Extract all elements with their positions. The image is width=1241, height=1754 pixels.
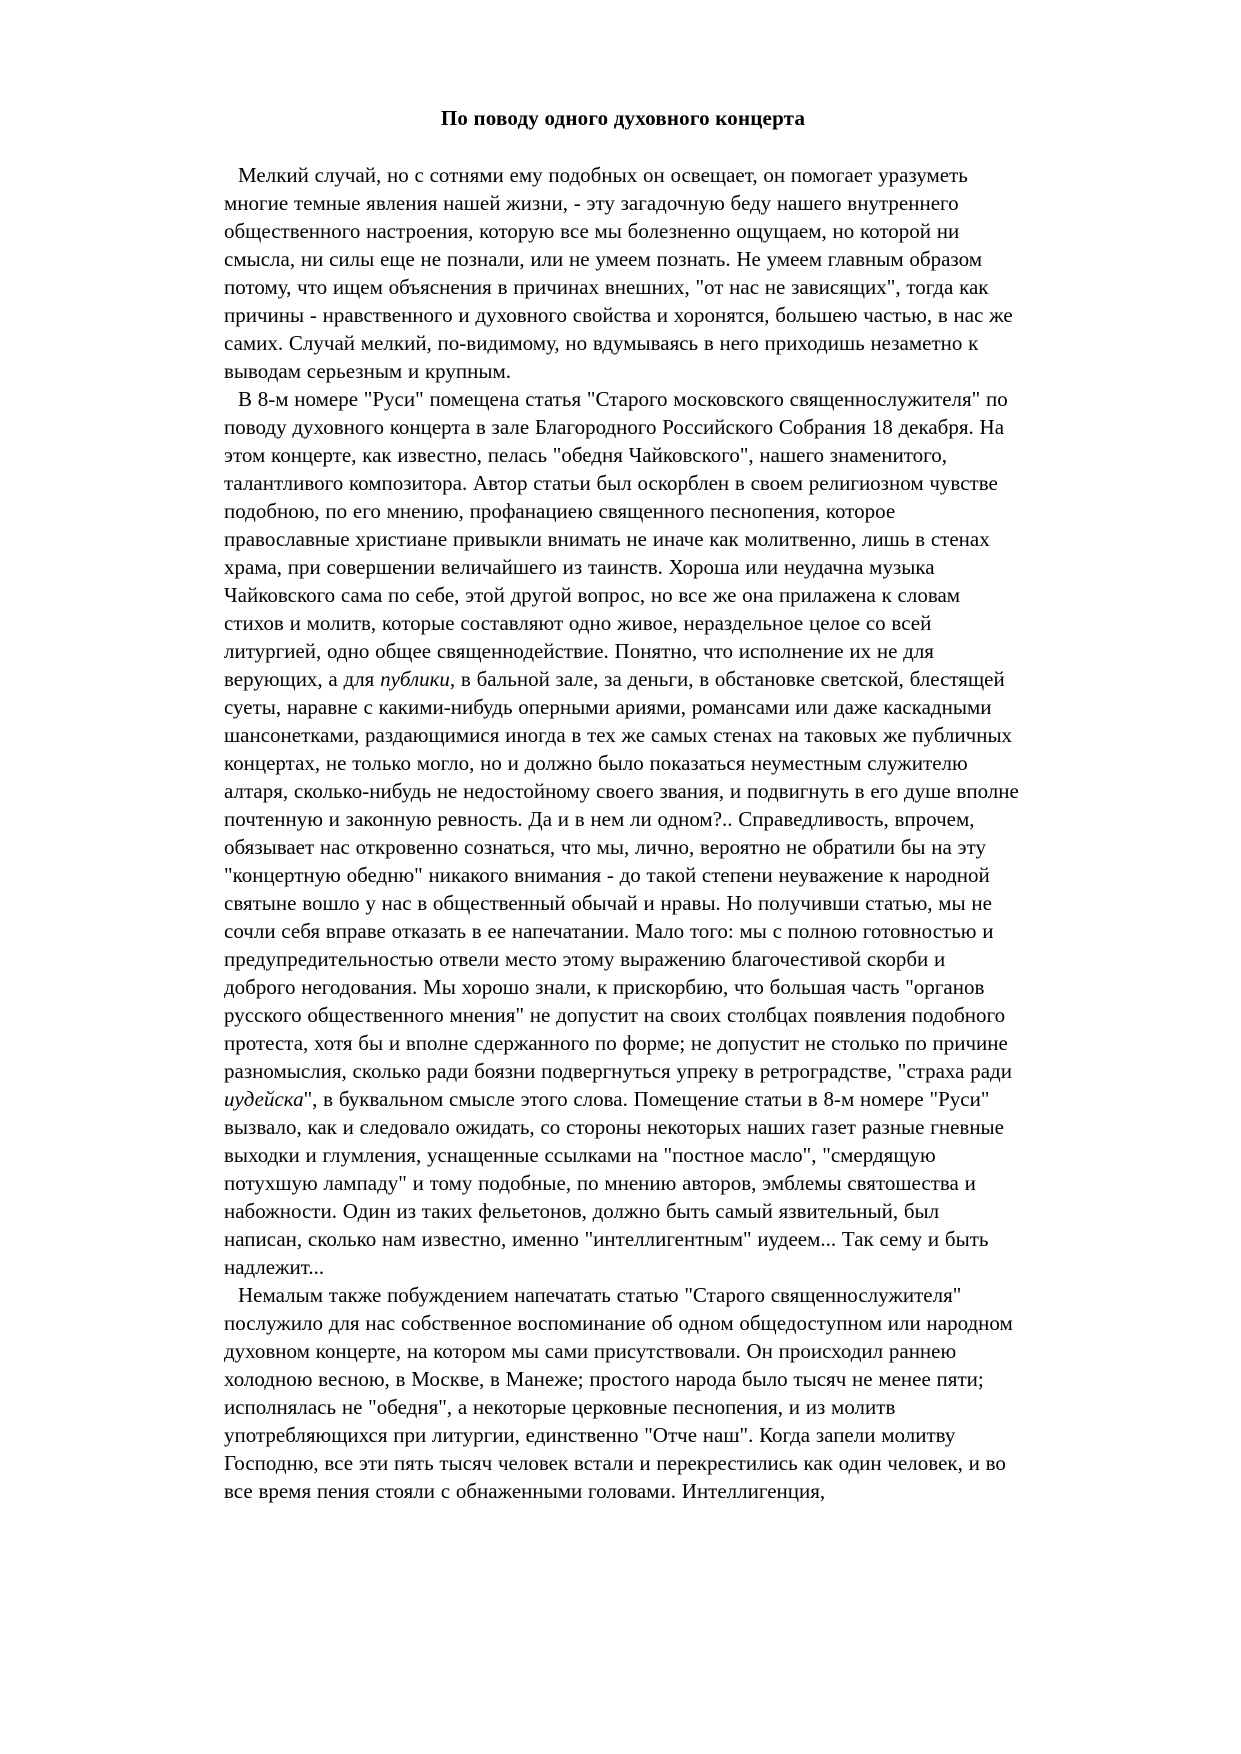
text-run: в бальной зале, за деньги, в обстановке светской, блестящей суеты, наравне с какими-нибудь оперными ариями, романсами или даже каскадными шансонетками, раздающимися иногда в тех же самых стенах на таковых же публичных концертах, не только могло, но и должно было показаться неуместным служителю алтаря, сколько-нибудь не недостойному своего звания, и подвигнуть в его душе вполне почтенную и законную ревность. Да и в нем ли одном?.. Справедливость, впрочем, обязывает нас откровенно сознаться, что мы, лично, вероятно не обратили бы на эту "концертную обедню" никакого внимания - до такой степени неуважение к народной святыне вошло у нас в общественный обычай и нравы. Но получивши статью, мы не сочли себя вправе отказать в ее напечатании. Мало того: мы с полною готовностью и предупредительностью отвели место этому выражению благочестивой скорби и доброго негодования. Мы хорошо знали, к прискорбию, что большая часть "органов русского общественного мнения" не допустит на своих столбцах появления подобного протеста, хотя бы и вполне сдержанного по форме; не допустит не столько по причине разномыслия, сколько ради боязни подвергнуться упреку в ретроградстве, "страха ради xyxy=(224,667,1019,1083)
document-title: По поводу одного духовного концерта xyxy=(440,106,806,130)
text-run: В 8-м номере "Руси" помещена статья "Старого московского священнослужителя" по поводу духовного концерта в зале Благородного Российского Собрания 18 декабря. На этом концерте, как известно, пелась "обедня Чайковского", нашего знаменитого, талантливого композитора. Автор статьи был оскорблен в своем религиозном чувстве подобною, по его мнению, профанациею священного песнопения, которое православные христиане привыкли внимать не иначе как молитвенно, лишь в стенах храма, при совершении величайшего из таинств. Хороша или неудачна музыка Чайковского сама по себе, этой другой вопрос, но все же она прилажена к словам стихов и молитв, которые составляют одно живое, нераздельное целое со всей литургией, одно общее священнодействие. Понятно, что исполнение их не для верующих, а для xyxy=(224,387,1008,691)
paragraph xyxy=(224,1281,1022,1505)
text-run: Немалым также побуждением напечатать статью "Старого священнослужителя" послужило для нас собственное воспоминание об одном общедоступном или народном духовном концерте, на котором мы сами присутствовали. Он происходил раннею холодною весною, в Москве, в Манеже; простого народа было тысяч не менее пяти; исполнялась не "обедня", а некоторые церковные песнопения, и из молитв употребляющихся при литургии, единственно "Отче наш". Когда запели молитву Господню, все эти пять тысяч человек встали и перекрестились как один человек, и во все время пения стояли с обнаженными головами. Интеллигенция, xyxy=(224,1283,1013,1503)
text-run: Мелкий случай, но с сотнями ему подобных он освещает, он помогает уразуметь многие темные явления нашей жизни, - эту загадочную беду нашего внутреннего общественного настроения, которую все мы болезненно ощущаем, но которой ни смысла, ни силы еще не познали, или не умеем познать. Не умеем главным образом потому, что ищем объяснения в причинах внешних, "от нас не зависящих", тогда как причины - нравственного и духовного свойства и хоронятся, большею частью, в нас же самих. Случай мелкий, по-видимому, но вдумываясь в него приходишь незаметно к выводам серьезным и крупным. xyxy=(224,163,1013,383)
paragraph xyxy=(224,161,1022,385)
document-body xyxy=(224,161,1022,1505)
text-run: ", в буквальном смысле этого слова. Помещение статьи в 8-м номере "Руси" вызвало, как и следовало ожидать, со стороны некоторых наших газет разные гневные выходки и глумления, уснащенные ссылками на "постное масло", "смердящую потухшую лампаду" и тому подобные, по мнению авторов, эмблемы святошества и набожности. Один из таких фельетонов, должно быть самый язвительный, был написан, сколько нам известно, именно "интеллигентным" иудеем... Так сему и быть надлежит... xyxy=(224,1087,1004,1279)
italic-text-run: иудейска xyxy=(224,1087,304,1111)
paragraph xyxy=(224,385,1022,1281)
italic-text-run: публики, xyxy=(380,667,456,691)
